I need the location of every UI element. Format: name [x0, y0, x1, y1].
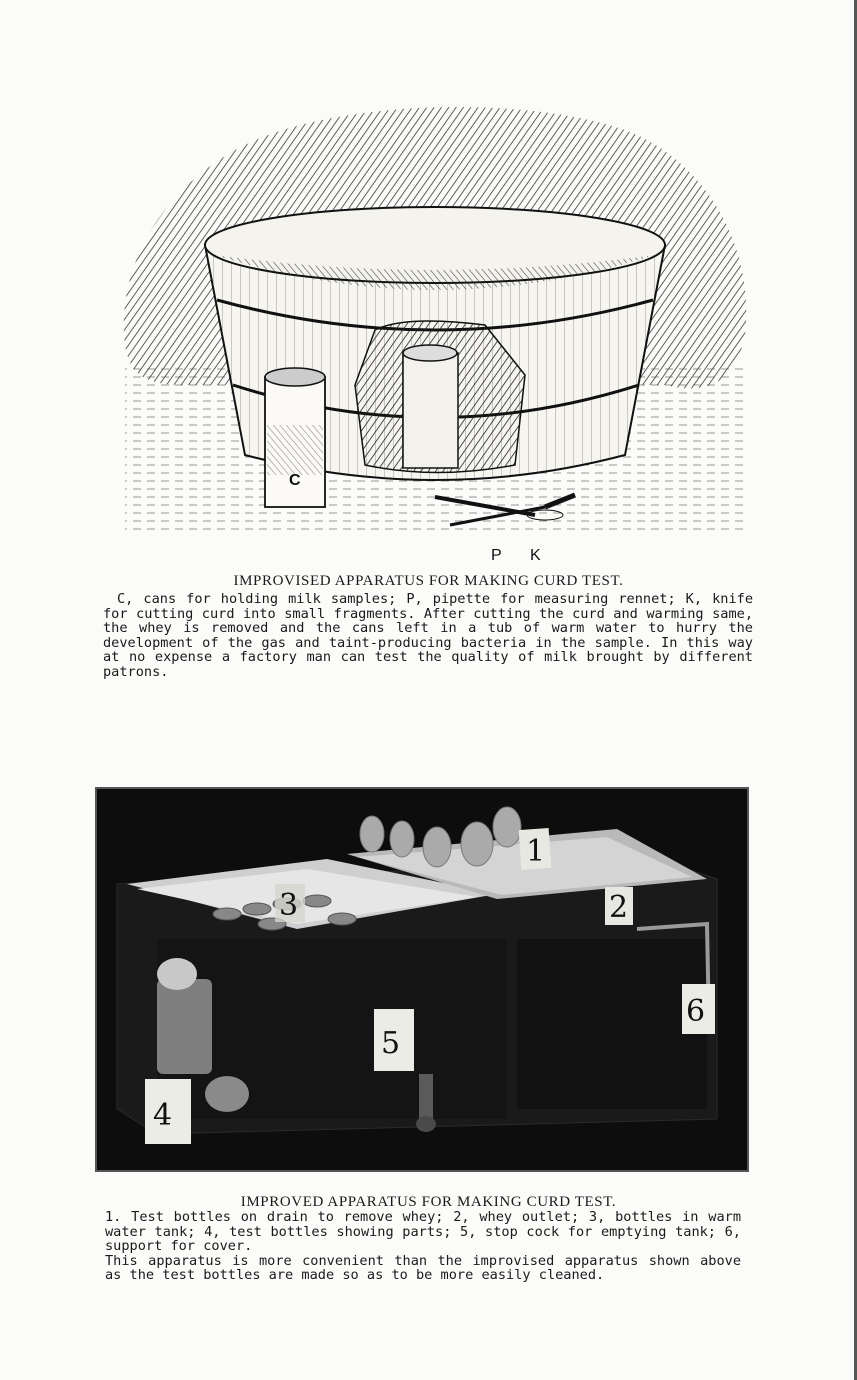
- figure1-caption-body: [103, 592, 753, 679]
- tag-2: 2: [609, 890, 629, 925]
- figure2-caption-legend: 1. Test bottles on drain to remove whey; 2, whey outlet; 3, bottles in warm water tank; 4, test bottles showing parts; 5, stop cock for emptying tank; 6, support for cover.: [105, 1209, 741, 1254]
- figure2-caption-title: IMPROVED APPARATUS FOR MAKING CURD TEST.: [240, 1194, 617, 1210]
- figure2-caption-body: [91, 1210, 741, 1283]
- label-k: K: [530, 547, 541, 564]
- tag-5: 5: [381, 1026, 401, 1061]
- tag-1: 1: [526, 834, 546, 869]
- tub-engraving: [105, 85, 755, 565]
- figure1-caption-text: C, cans for holding milk samples; P, pipette for measuring rennet; K, knife for cutting curd into small fragments. After cutting the curd and warming same, the whey is removed and the cans left in a tub of warm water to hurry the development of the gas and taint-producing bacteria in the sample. In this way at no expense a factory man can test the quality of milk brought by different patrons.: [103, 591, 753, 680]
- figure1-caption-title: IMPROVISED APPARATUS FOR MAKING CURD TEST.: [233, 573, 624, 589]
- label-p: P: [491, 547, 502, 564]
- tag-4: 4: [153, 1098, 173, 1133]
- label-c: C: [289, 472, 301, 489]
- tag-6: 6: [686, 994, 706, 1029]
- tag-3: 3: [279, 888, 299, 923]
- tank-photograph: [95, 787, 749, 1172]
- figure2-caption-note: This apparatus is more convenient than the improvised apparatus shown above as the test bottles are made so as to be more easily cleaned.: [105, 1252, 741, 1283]
